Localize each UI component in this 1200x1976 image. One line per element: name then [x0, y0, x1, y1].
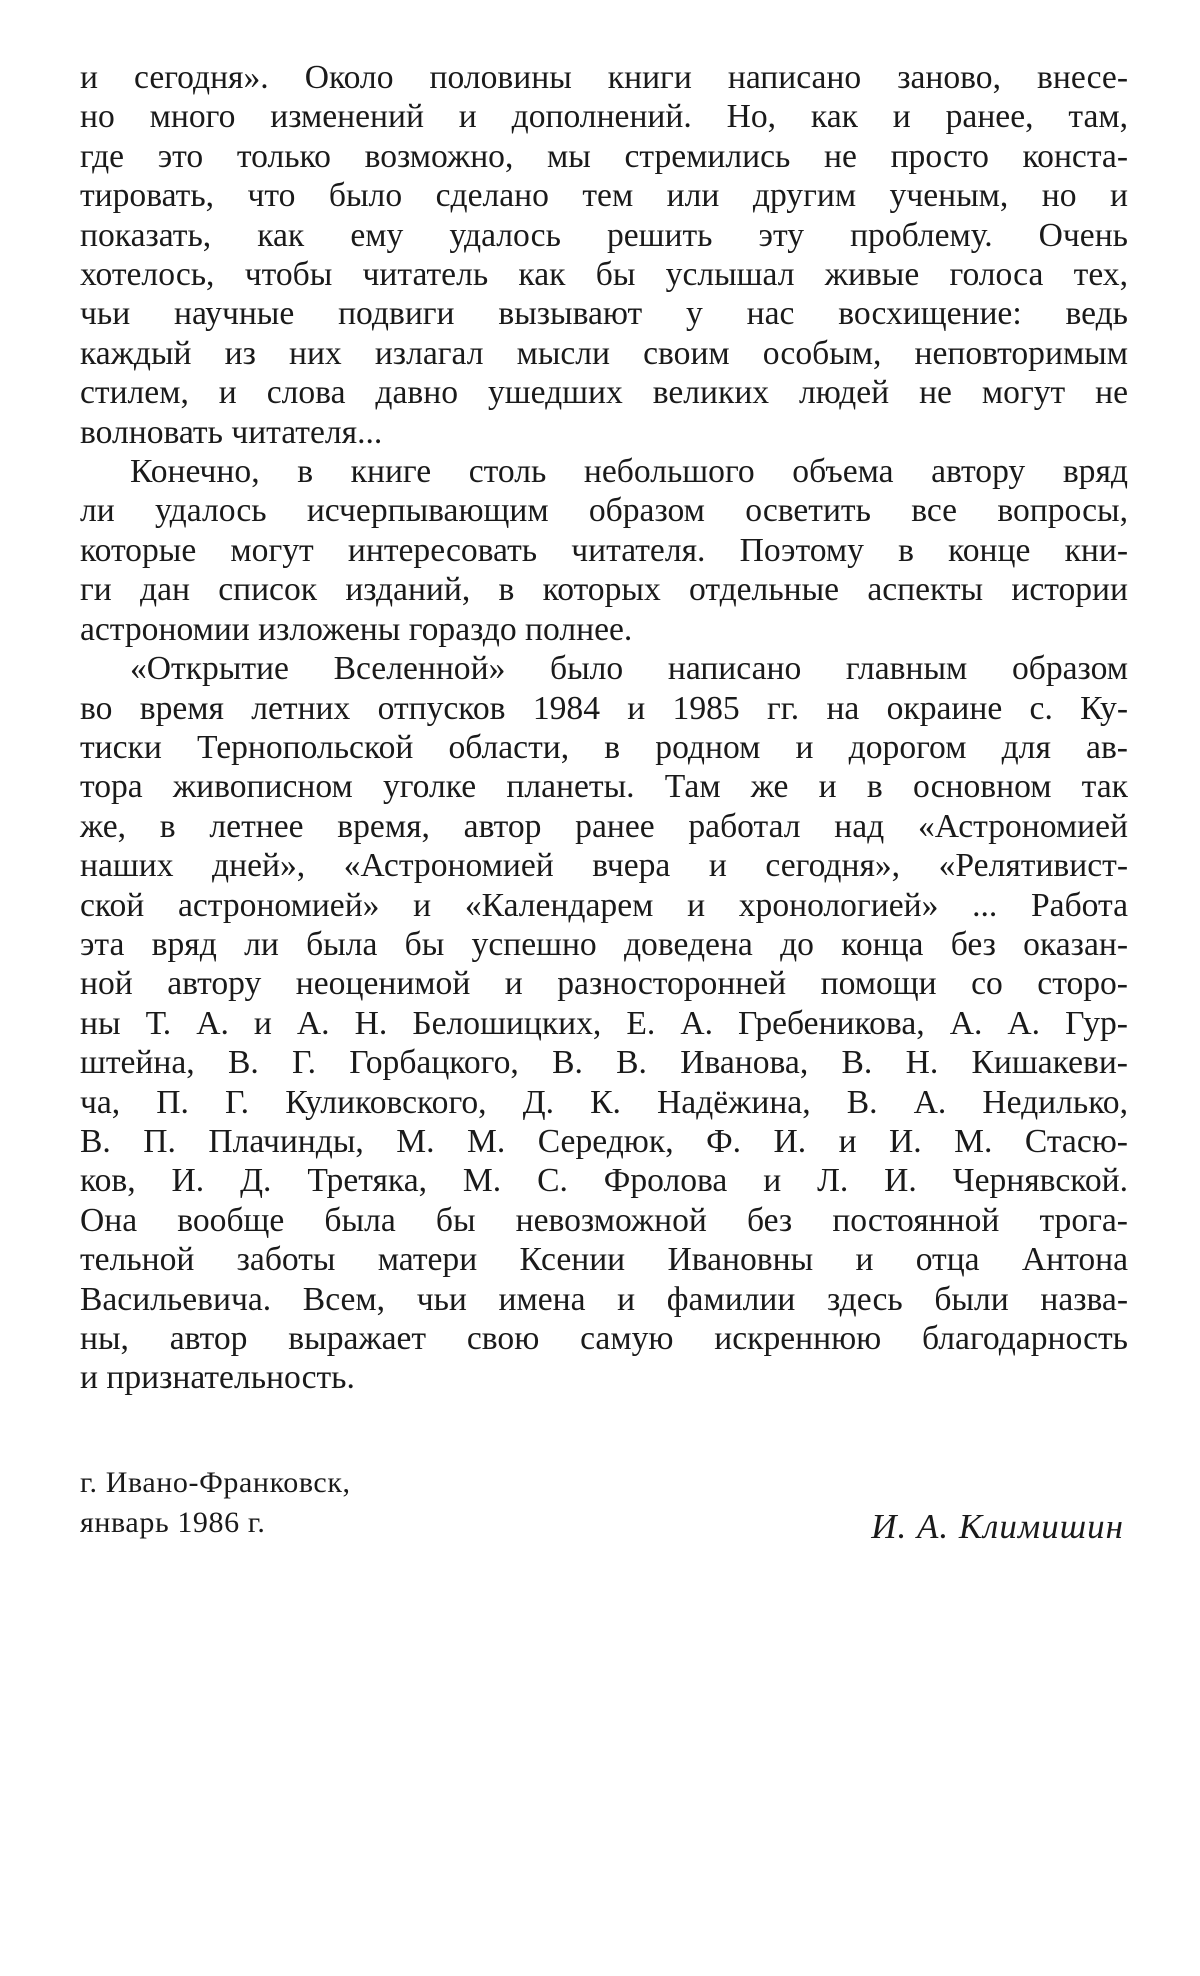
text-container	[80, 58, 1128, 1398]
text-line: тора живописном уголке планеты. Там же и в основном так	[80, 768, 1128, 806]
text-line: тиски Тернопольской области, в родном и дорогом для ав-	[80, 728, 1128, 766]
text-line: Она вообще была бы невозможной без постоянной трога-	[80, 1201, 1128, 1239]
signature-author: И. А. Климишин	[871, 1507, 1124, 1546]
text-line: которые могут интересовать читателя. Поэтому в конце кни-	[80, 531, 1128, 569]
text-line: тельной заботы матери Ксении Ивановны и отца Антона	[80, 1241, 1128, 1279]
text-line: «Открытие Вселенной» было написано главным образом	[130, 650, 1128, 688]
text-line: ги дан список изданий, в которых отдельные аспекты истории	[80, 571, 1128, 609]
text-line: волновать читателя...	[80, 413, 383, 451]
text-line: хотелось, чтобы читатель как бы услышал живые голоса тех,	[80, 256, 1128, 294]
text-line: ной автору неоценимой и разносторонней помощи со сторо-	[80, 965, 1128, 1003]
paragraph-p3	[80, 649, 1128, 1398]
text-line: же, в летнее время, автор ранее работал над «Астрономией	[80, 807, 1128, 845]
text-line: ли удалось исчерпывающим образом осветить все вопросы,	[80, 492, 1128, 530]
text-line: показать, как ему удалось решить эту проблему. Очень	[80, 216, 1128, 254]
text-line: Конечно, в книге столь небольшого объема автору вряд	[130, 453, 1128, 491]
text-line: ны Т. А. и А. Н. Белошицких, Е. А. Гребеникова, А. А. Гур-	[80, 1004, 1128, 1042]
text-line: ча, П. Г. Куликовского, Д. К. Надёжина, В. А. Недилько,	[80, 1083, 1128, 1121]
text-line: В. П. Плачинды, М. М. Середюк, Ф. И. и И. М. Стасю-	[80, 1122, 1128, 1160]
text-line: тировать, что было сделано тем или другим ученым, но и	[80, 177, 1128, 215]
paragraph-p2	[80, 452, 1128, 649]
text-line: и сегодня». Около половины книги написано заново, внесе-	[80, 59, 1128, 96]
text-line: каждый из них излагал мысли своим особым, неповторимым	[80, 334, 1128, 372]
text-line: где это только возможно, мы стремились не просто конста-	[80, 137, 1128, 175]
text-line: чьи научные подвиги вызывают у нас восхищение: ведь	[80, 295, 1128, 333]
text-line: ков, И. Д. Третяка, М. С. Фролова и Л. И. Чернявской.	[80, 1162, 1128, 1200]
text-line: эта вряд ли была бы успешно доведена до конца без оказан-	[80, 925, 1128, 963]
text-line: ской астрономией» и «Календарем и хронологией» ... Работа	[80, 886, 1128, 924]
text-line: и признательность.	[80, 1359, 355, 1397]
signature-date: январь 1986 г.	[80, 1506, 266, 1539]
text-line: во время летних отпусков 1984 и 1985 гг. на окраине с. Ку-	[80, 689, 1128, 727]
text-line: стилем, и слова давно ушедших великих людей не могут не	[80, 374, 1128, 412]
text-line: но много изменений и дополнений. Но, как и ранее, там,	[80, 98, 1128, 136]
text-line: Васильевича. Всем, чьи имена и фамилии здесь были назва-	[80, 1280, 1128, 1318]
text-line: астрономии изложены гораздо полнее.	[80, 610, 633, 648]
text-line: ны, автор выражает свою самую искреннюю благодарность	[80, 1320, 1128, 1357]
text-line: наших дней», «Астрономией вчера и сегодня», «Релятивист-	[80, 847, 1128, 885]
text-line: штейна, В. Г. Горбацкого, В. В. Иванова, В. Н. Кишакеви-	[80, 1044, 1128, 1082]
signature-place: г. Ивано-Франковск,	[80, 1466, 351, 1499]
signature-block	[80, 1463, 1128, 1546]
page-body	[80, 58, 1128, 1398]
paragraph-p1	[80, 58, 1128, 452]
